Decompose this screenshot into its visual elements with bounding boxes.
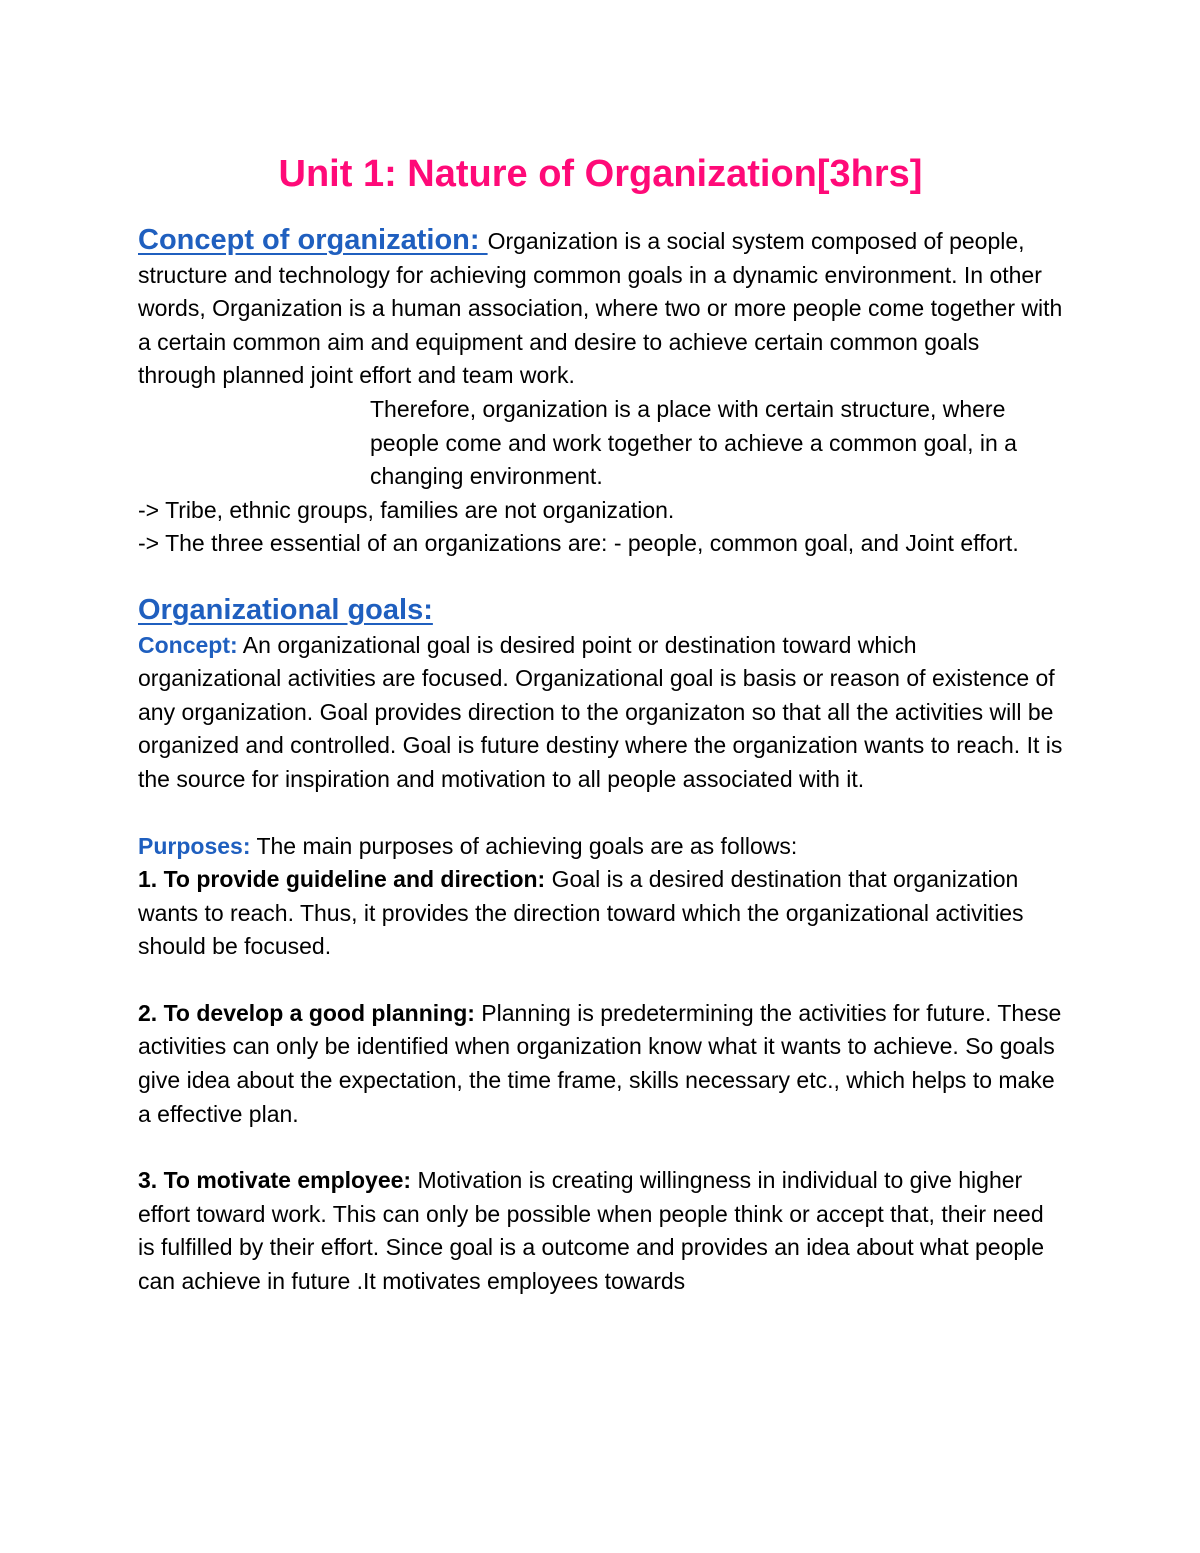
purpose-item-3 bbox=[138, 1164, 1063, 1298]
page-title: Unit 1: Nature of Organization[3hrs] bbox=[278, 153, 923, 195]
goals-concept-paragraph bbox=[138, 629, 1063, 797]
goals-heading: Organizational goals: bbox=[138, 593, 433, 626]
document-page bbox=[138, 150, 1063, 1299]
spacer bbox=[138, 1131, 1063, 1164]
purpose-item-1 bbox=[138, 863, 1063, 964]
purpose-item-3-text: Motivation is creating willingness in individual to give higher effort toward work. This can only be possible when people think or accept that, their need is fulfilled by their effort. Since goal is a outcome and provides an idea about what people can achieve in future .It motivates employees towards bbox=[138, 1167, 1045, 1295]
spacer bbox=[138, 964, 1063, 997]
concept-bullet-2: -> The three essential of an organizations are: - people, common goal, and Joint effort. bbox=[138, 530, 1019, 557]
goals-concept-text: An organizational goal is desired point or destination toward which organizational activities are focused. Organizational goal is basis or reason of existence of any organization. Goal provides direction to the organizaton so that all the activities will be organized and controlled. Goal is future destiny where the organization wants to reach. It is the source for inspiration and motivation to all people associated with it. bbox=[138, 631, 1063, 792]
purpose-item-1-label: 1. To provide guideline and direction: bbox=[138, 866, 546, 893]
spacer bbox=[138, 561, 1063, 594]
concept-section bbox=[138, 224, 1063, 561]
goals-concept-label: Concept: bbox=[138, 631, 238, 658]
purpose-item-2-text: Planning is predetermining the activities for future. These activities can only be identified when organization know what it wants to achieve. So goals give idea about the expectation, the time frame, skills necessary etc., which helps to make a effective plan. bbox=[138, 999, 1062, 1127]
goals-section bbox=[138, 594, 1063, 1299]
purpose-item-2-label: 2. To develop a good planning: bbox=[138, 999, 475, 1026]
purposes-label: Purposes: bbox=[138, 832, 251, 859]
concept-bullet-1: -> Tribe, ethnic groups, families are not organization. bbox=[138, 496, 675, 523]
purpose-item-2 bbox=[138, 997, 1063, 1131]
concept-therefore-paragraph: Therefore, organization is a place with certain structure, where people come and work together to achieve a common goal, in a changing environment. bbox=[370, 395, 1017, 490]
concept-text: Organization is a social system composed of people, structure and technology for achieving common goals in a dynamic environment. In other words, Organization is a human association, where two or more people come together with a certain common aim and equipment and desire to achieve certain common goals through planned joint effort and team work. bbox=[138, 228, 1063, 389]
concept-paragraph bbox=[138, 224, 1063, 393]
purposes-paragraph bbox=[138, 830, 1063, 864]
purpose-item-3-label: 3. To motivate employee: bbox=[138, 1167, 412, 1194]
purposes-text: The main purposes of achieving goals are as follows: bbox=[250, 832, 798, 859]
concept-heading: Concept of organization: bbox=[138, 224, 488, 256]
purpose-item-1-text: Goal is a desired destination that organization wants to reach. Thus, it provides the direction toward which the organizational activities should be focused. bbox=[138, 866, 1024, 960]
spacer bbox=[138, 797, 1063, 830]
